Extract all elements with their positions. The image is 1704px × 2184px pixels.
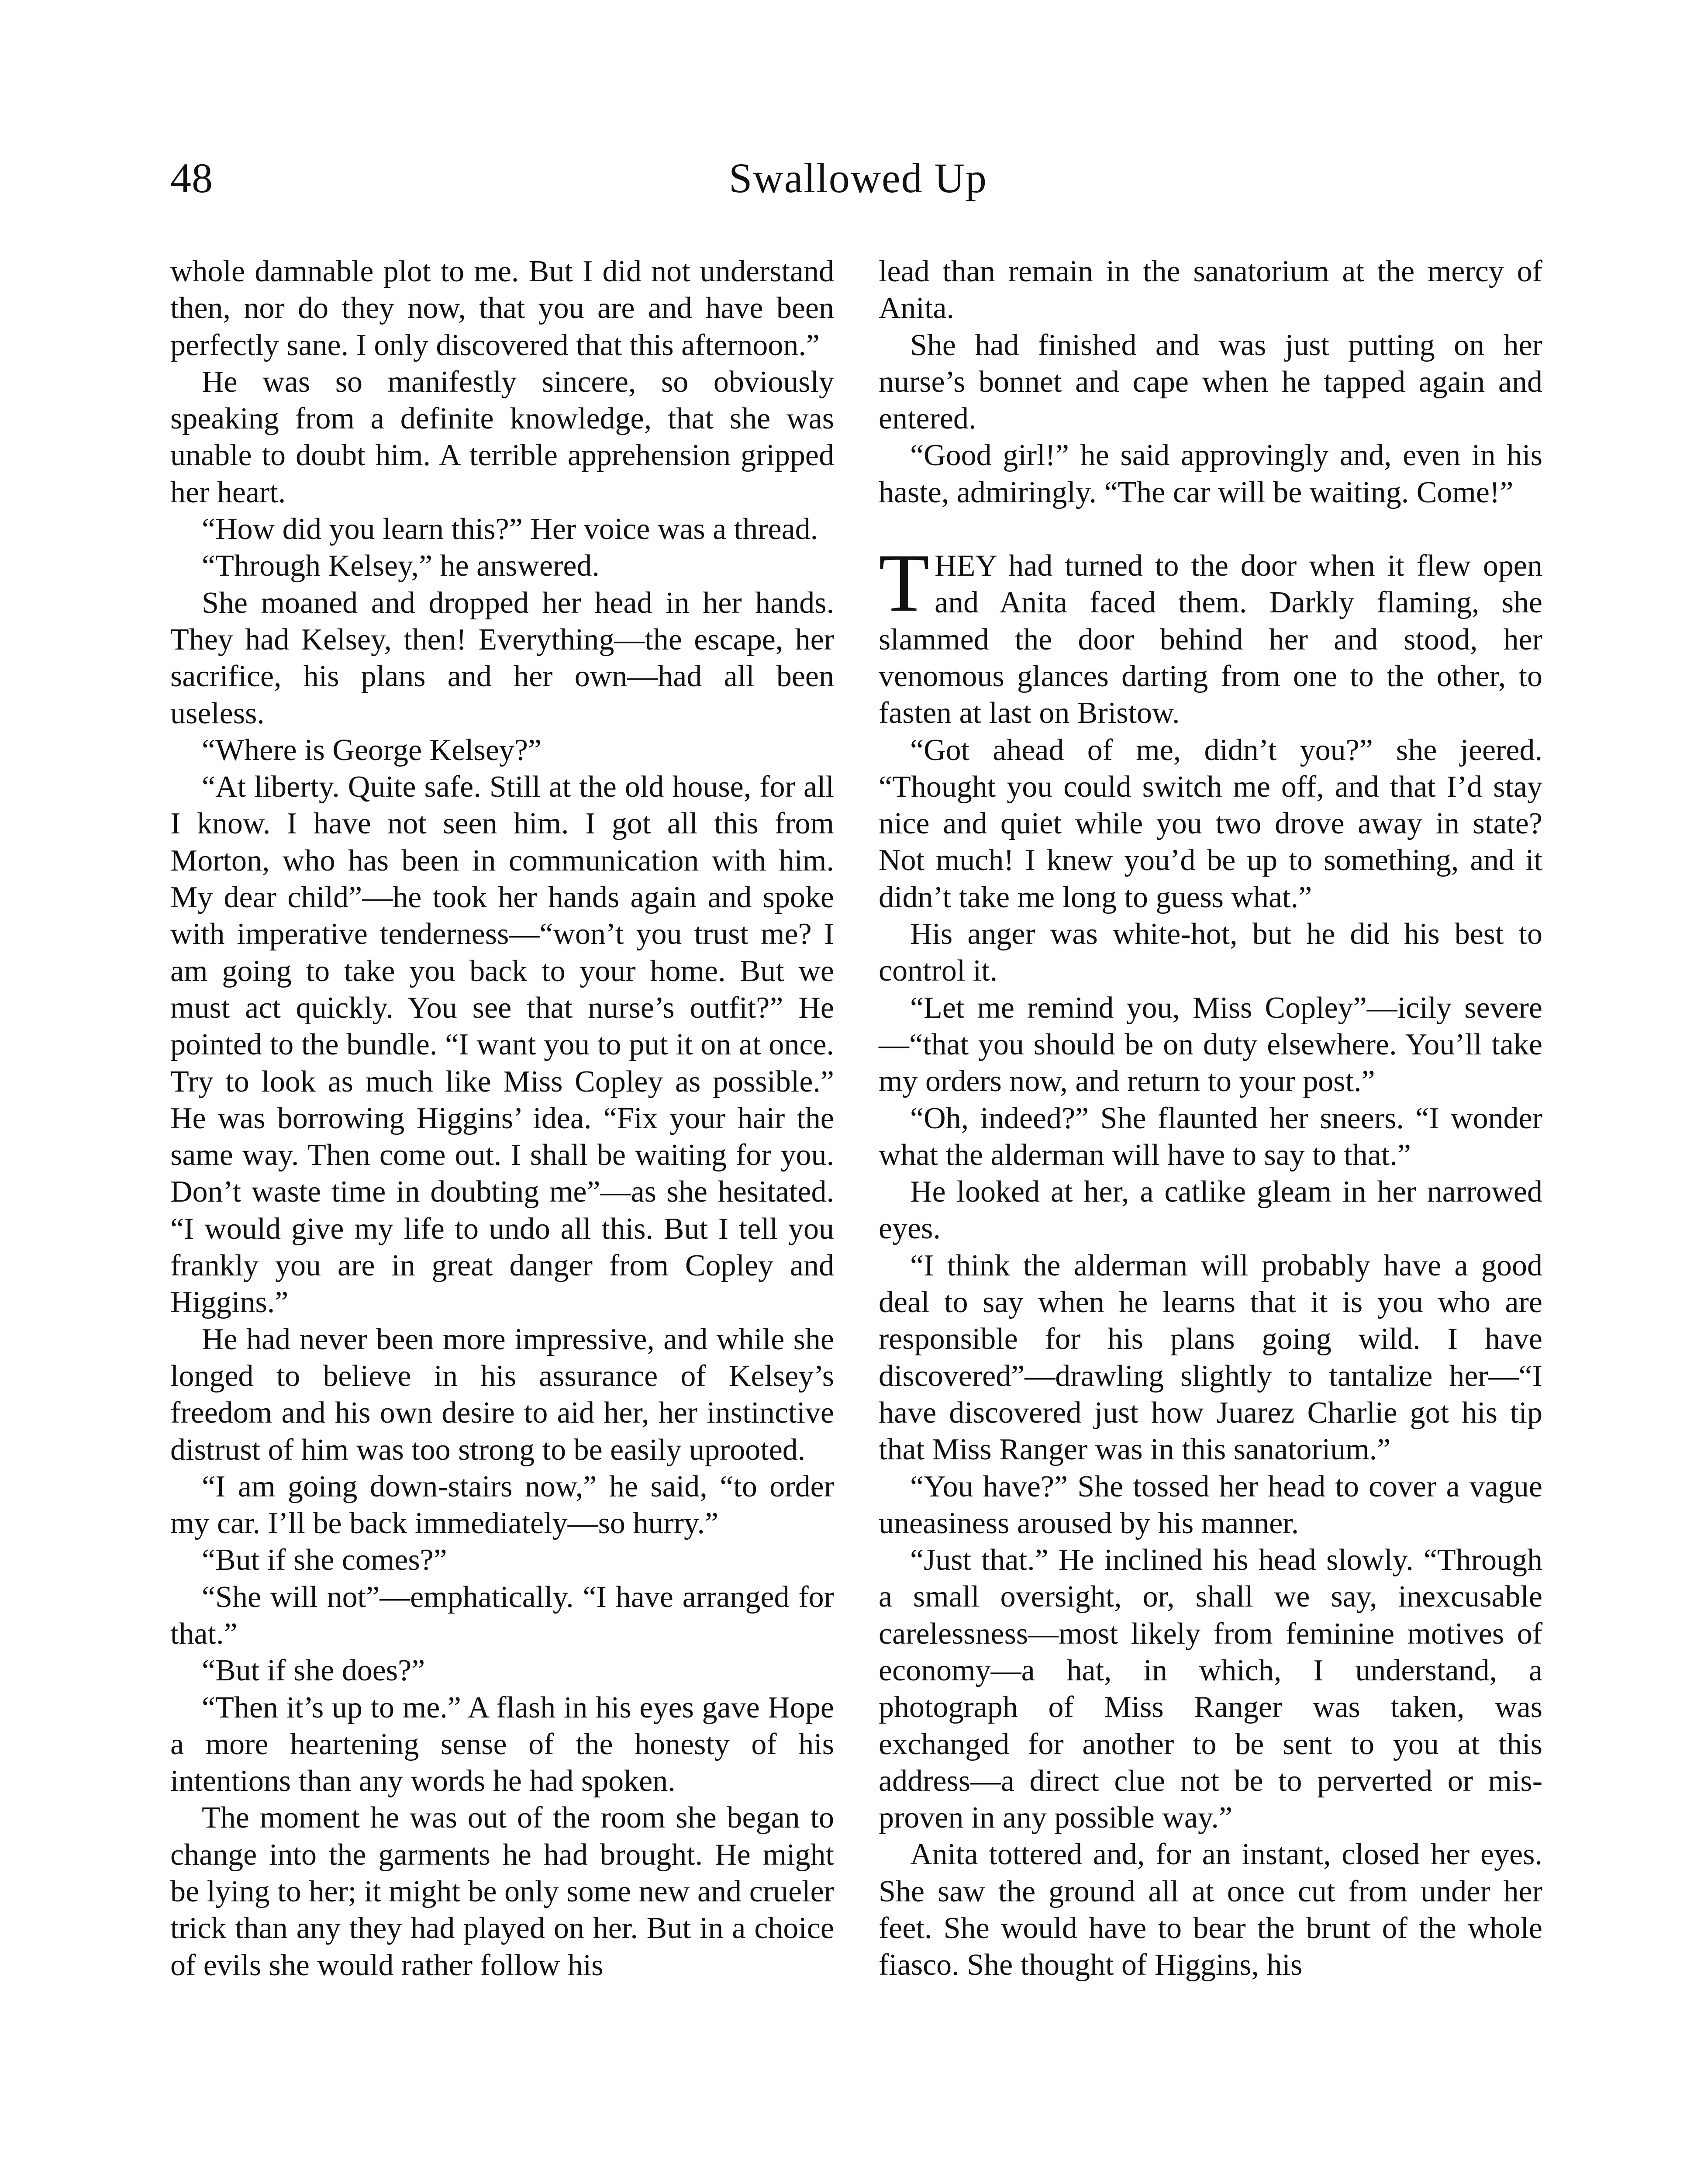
paragraph: “You have?” She tossed her head to cover a vague uneasiness aroused by his manner.	[879, 1469, 1542, 1540]
paragraph: He had never been more impressive, and while she longed to believe in his assurance of Kelsey’s freedom and his own desire to aid her, her instinctive distrust of him was too strong to be easily uprooted.	[170, 1322, 834, 1467]
paragraph: “Oh, indeed?” She flaunted her sneers. “I wonder what the alderman will have to say to that.”	[879, 1101, 1542, 1172]
paragraph: lead than remain in the sanatorium at the mercy of Anita.	[879, 255, 1542, 325]
paragraph: He looked at her, a catlike gleam in her narrowed eyes.	[879, 1175, 1542, 1246]
paragraph: “Where is George Kelsey?”	[202, 733, 542, 767]
paragraph: She had finished and was just putting on her nurse’s bonnet and cape when he tapped again and entered.	[879, 328, 1542, 436]
paragraph: His anger was white-hot, but he did his best to control it.	[879, 917, 1542, 988]
paragraph: “Then it’s up to me.” A flash in his eyes gave Hope a more heartening sense of the honesty of his intentions than any words he had spoken.	[170, 1690, 834, 1798]
page-header	[170, 157, 1546, 218]
paragraph: She moaned and dropped her head in her hands. They had Kelsey, then! Everything—the escape, her sacrifice, his plans and her own—had all been useless.	[170, 586, 834, 730]
right-column	[879, 253, 1542, 1984]
paragraph: “I think the alderman will probably have a good deal to say when he learns that it is you who are responsible for his plans going wild. I have discovered”—drawling slightly to tantalize her—“I have discovered just how Juarez Charlie got his tip that Miss Ranger was in this sanatorium.”	[879, 1248, 1542, 1467]
section-opening-text: HEY had turned to the door when it flew open and Anita faced them. Darkly flaming, she slammed the door behind her and stood, her venomous glances darting from one to the other, to fasten at last on Bristow.	[879, 549, 1542, 730]
drop-cap: T	[879, 537, 930, 629]
paragraph: “But if she does?”	[202, 1654, 425, 1688]
paragraph: Anita tottered and, for an instant, closed her eyes. She saw the ground all at once cut from under her feet. She would have to bear the brunt of the whole fiasco. She thought of Higgins, his	[879, 1838, 1542, 1982]
paragraph: “Good girl!” he said approvingly and, even in his haste, admiringly. “The car will be waiting. Come!”	[879, 439, 1542, 509]
paragraph: “Through Kelsey,” he answered.	[202, 549, 600, 583]
paragraph: The moment he was out of the room she began to change into the garments he had brought. He might be lying to her; it might be only some new and crueler trick than any they had played on her. But in a choice of evils she would rather follow his	[170, 1801, 834, 1982]
paragraph: whole damnable plot to me. But I did not understand then, nor do they now, that you are and have been perfectly sane. I only discovered that this afternoon.”	[170, 255, 834, 362]
paragraph: “She will not”—emphatically. “I have arranged for that.”	[170, 1580, 834, 1651]
running-title: Swallowed Up	[729, 155, 987, 201]
paragraph: “Got ahead of me, didn’t you?” she jeered. “Thought you could switch me off, and that I’d stay nice and quiet while you two drove away in state? Not much! I knew you’d be up to something, and it didn’t take me long to guess what.”	[879, 733, 1542, 914]
paragraph: “Let me remind you, Miss Copley”—icily severe—“that you should be on duty elsewhere. You’ll take my orders now, and return to your post.”	[879, 991, 1542, 1099]
section-opening-paragraph	[879, 537, 1542, 732]
paragraph: “Just that.” He inclined his head slowly. “Through a small oversight, or, shall we say, inexcusable carelessness—most likely from feminine motives of economy—a hat, in which, I understand, a photograph of Miss Ranger was taken, was exchanged for another to be sent to you at this address—a direct clue not be to perverted or misproven in any possible way.”	[879, 1543, 1542, 1835]
paragraph: “But if she comes?”	[202, 1543, 447, 1577]
paragraph: He was so manifestly sincere, so obviously speaking from a definite knowledge, that she was unable to doubt him. A terrible apprehension gripped her heart.	[170, 365, 834, 509]
paragraph: “How did you learn this?” Her voice was a thread.	[202, 512, 818, 546]
paragraph: “At liberty. Quite safe. Still at the old house, for all I know. I have not seen him. I got all this from Morton, who has been in communication with him. My dear child”—he took her hands again and spoke with imperative tenderness—“won’t you trust me? I am going to take you back to your home. But we must act quickly. You see that nurse’s outfit?” He pointed to the bundle. “I want you to put it on at once. Try to look as much like Miss Copley as possible.” He was borrowing Higgins’ idea. “Fix your hair the same way. Then come out. I shall be waiting for you. Don’t waste time in doubting me”—as she hesitated. “I would give my life to undo all this. But I tell you frankly you are in great danger from Copley and Higgins.”	[170, 770, 834, 1320]
page-number: 48	[170, 155, 213, 201]
left-column	[170, 253, 834, 1984]
paragraph: “I am going down-stairs now,” he said, “to order my car. I’ll be back immediately—so hurry.”	[170, 1469, 834, 1541]
